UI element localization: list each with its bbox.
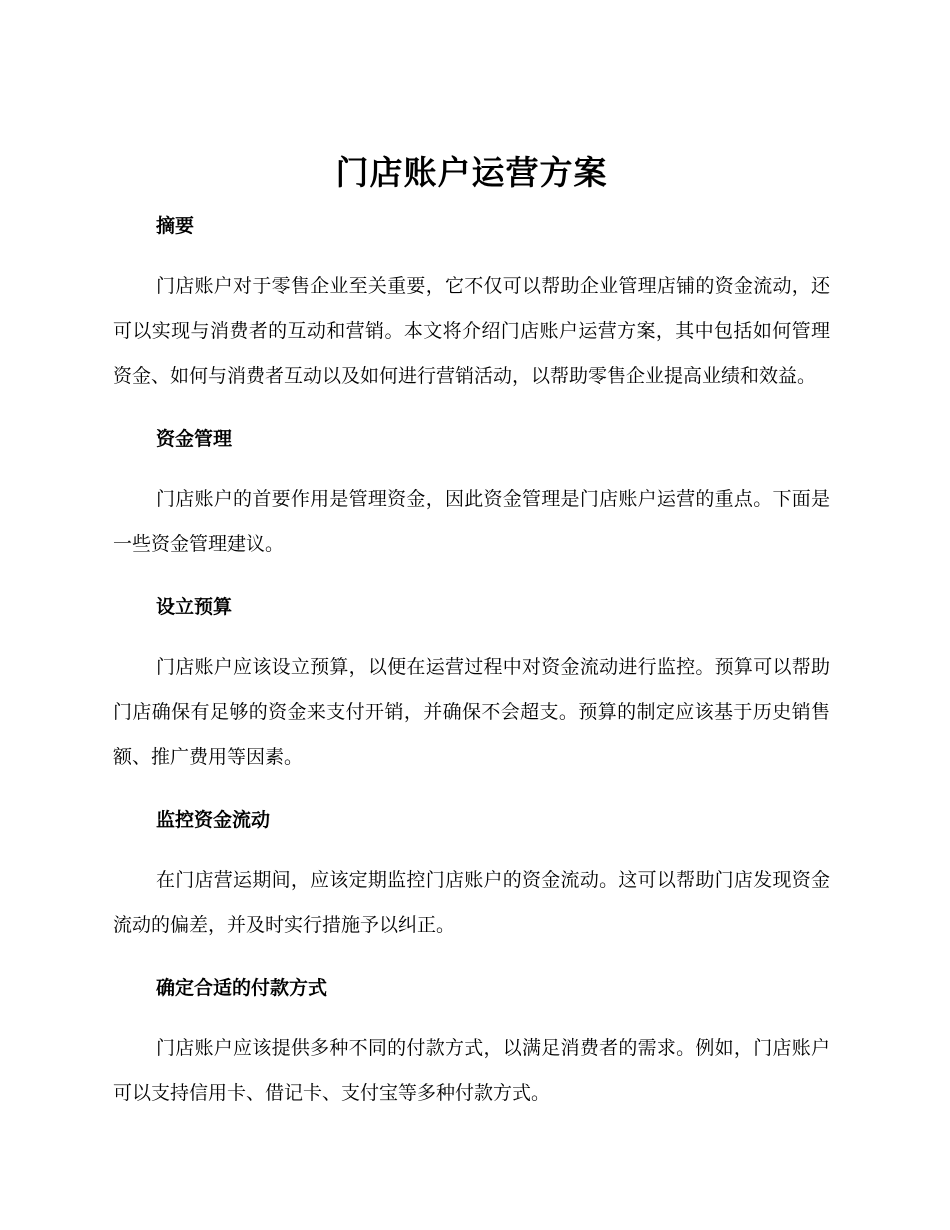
section-heading-monitor-cash-flow: 监控资金流动 — [156, 809, 271, 831]
section-paragraph-fund-management: 门店账户的首要作用是管理资金，因此资金管理是门店账户运营的重点。下面是一些资金管理建议。 — [113, 488, 830, 555]
section-heading-set-budget: 设立预算 — [156, 596, 233, 618]
section-paragraph-abstract: 门店账户对于零售企业至关重要，它不仅可以帮助企业管理店铺的资金流动，还可以实现与消费者的互动和营销。本文将介绍门店账户运营方案，其中包括如何管理资金、如何与消费者互动以及如何进行营销活动，以帮助零售企业提高业绩和效益。 — [113, 275, 830, 387]
section-paragraph-payment-methods: 门店账户应该提供多种不同的付款方式，以满足消费者的需求。例如，门店账户可以支持信用卡、借记卡、支付宝等多种付款方式。 — [113, 1037, 830, 1104]
section-paragraph-set-budget: 门店账户应该设立预算，以便在运营过程中对资金流动进行监控。预算可以帮助门店确保有足够的资金来支付开销，并确保不会超支。预算的制定应该基于历史销售额、推广费用等因素。 — [113, 656, 830, 768]
section-heading-abstract: 摘要 — [156, 215, 195, 237]
document-title: 门店账户运营方案 — [335, 153, 608, 192]
section-heading-payment-methods: 确定合适的付款方式 — [156, 977, 328, 999]
section-heading-fund-management: 资金管理 — [156, 428, 233, 450]
section-paragraph-monitor-cash-flow: 在门店营运期间，应该定期监控门店账户的资金流动。这可以帮助门店发现资金流动的偏差，并及时实行措施予以纠正。 — [113, 869, 830, 936]
